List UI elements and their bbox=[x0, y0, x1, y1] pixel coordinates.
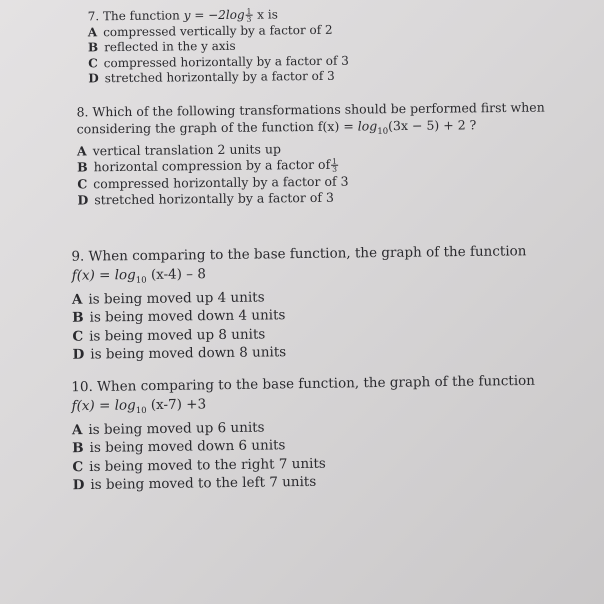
option-c: C is being moved up 8 units bbox=[72, 326, 266, 345]
stem-text: Which of the following transformations should be performed first when bbox=[92, 99, 545, 120]
math-coefficient-log: −2log bbox=[208, 7, 245, 23]
log-base-fraction: $\frac{1}{3}$ bbox=[246, 6, 252, 24]
log-base: 10 bbox=[135, 405, 147, 416]
question-number: 7. bbox=[87, 9, 100, 24]
question-7 bbox=[88, 7, 349, 87]
option-b: B is being moved down 6 units bbox=[72, 437, 286, 457]
option-a: A compressed vertically by a factor of 2 bbox=[87, 22, 333, 39]
log-base: 10 bbox=[377, 126, 389, 137]
math-log: log bbox=[357, 117, 378, 134]
option-a: A is being moved up 4 units bbox=[71, 289, 265, 308]
math-function: f(x) = bbox=[71, 266, 111, 284]
stem-text: The function bbox=[102, 8, 180, 24]
stem-text: When comparing to the base function, the graph of the function bbox=[88, 243, 527, 265]
log-base: 10 bbox=[135, 275, 147, 286]
question-number: 10. bbox=[71, 378, 93, 396]
math-log: log bbox=[114, 266, 136, 283]
math-variable: y bbox=[183, 8, 191, 23]
math-equals: = bbox=[194, 8, 205, 23]
option-c: C compressed horizontally by a factor of 3 bbox=[77, 173, 349, 191]
option-b: B reflected in the y axis bbox=[87, 38, 236, 55]
log-argument: (x-4) – 8 bbox=[150, 265, 206, 283]
option-d: D is being moved down 8 units bbox=[72, 344, 287, 363]
option-b: B is being moved down 4 units bbox=[72, 307, 286, 326]
question-8 bbox=[76, 100, 545, 209]
option-a: A vertical translation 2 units up bbox=[76, 140, 282, 158]
fraction: $\frac{1}{3}$ bbox=[332, 156, 338, 174]
option-c: C is being moved to the right 7 units bbox=[72, 455, 326, 475]
option-d: D is being moved to the left 7 units bbox=[72, 474, 317, 494]
option-c: C compressed horizontally by a factor of 3 bbox=[88, 53, 349, 70]
stem-text: considering the graph of the function f(x) = bbox=[76, 118, 354, 136]
math-variable: x bbox=[257, 7, 265, 22]
question-number: 9. bbox=[71, 248, 85, 265]
stem-text: When comparing to the base function, the graph of the function bbox=[97, 372, 536, 395]
math-log: log bbox=[114, 396, 136, 414]
option-a: A is being moved up 6 units bbox=[71, 419, 265, 438]
question-9 bbox=[71, 242, 527, 364]
math-function: f(x) = bbox=[71, 397, 111, 414]
question-number: 8. bbox=[76, 104, 89, 120]
log-argument: (x-7) +3 bbox=[150, 395, 207, 413]
option-d: D stretched horizontally by a factor of 3 bbox=[88, 68, 335, 86]
question-10 bbox=[71, 372, 536, 495]
stem-text: is bbox=[267, 7, 278, 22]
log-argument: (3x − 5) + 2 ? bbox=[388, 116, 477, 133]
option-b: B horizontal compression by a factor of $\frac{1}{3}$ bbox=[77, 156, 338, 175]
option-d: D stretched horizontally by a factor of 3 bbox=[77, 189, 334, 208]
